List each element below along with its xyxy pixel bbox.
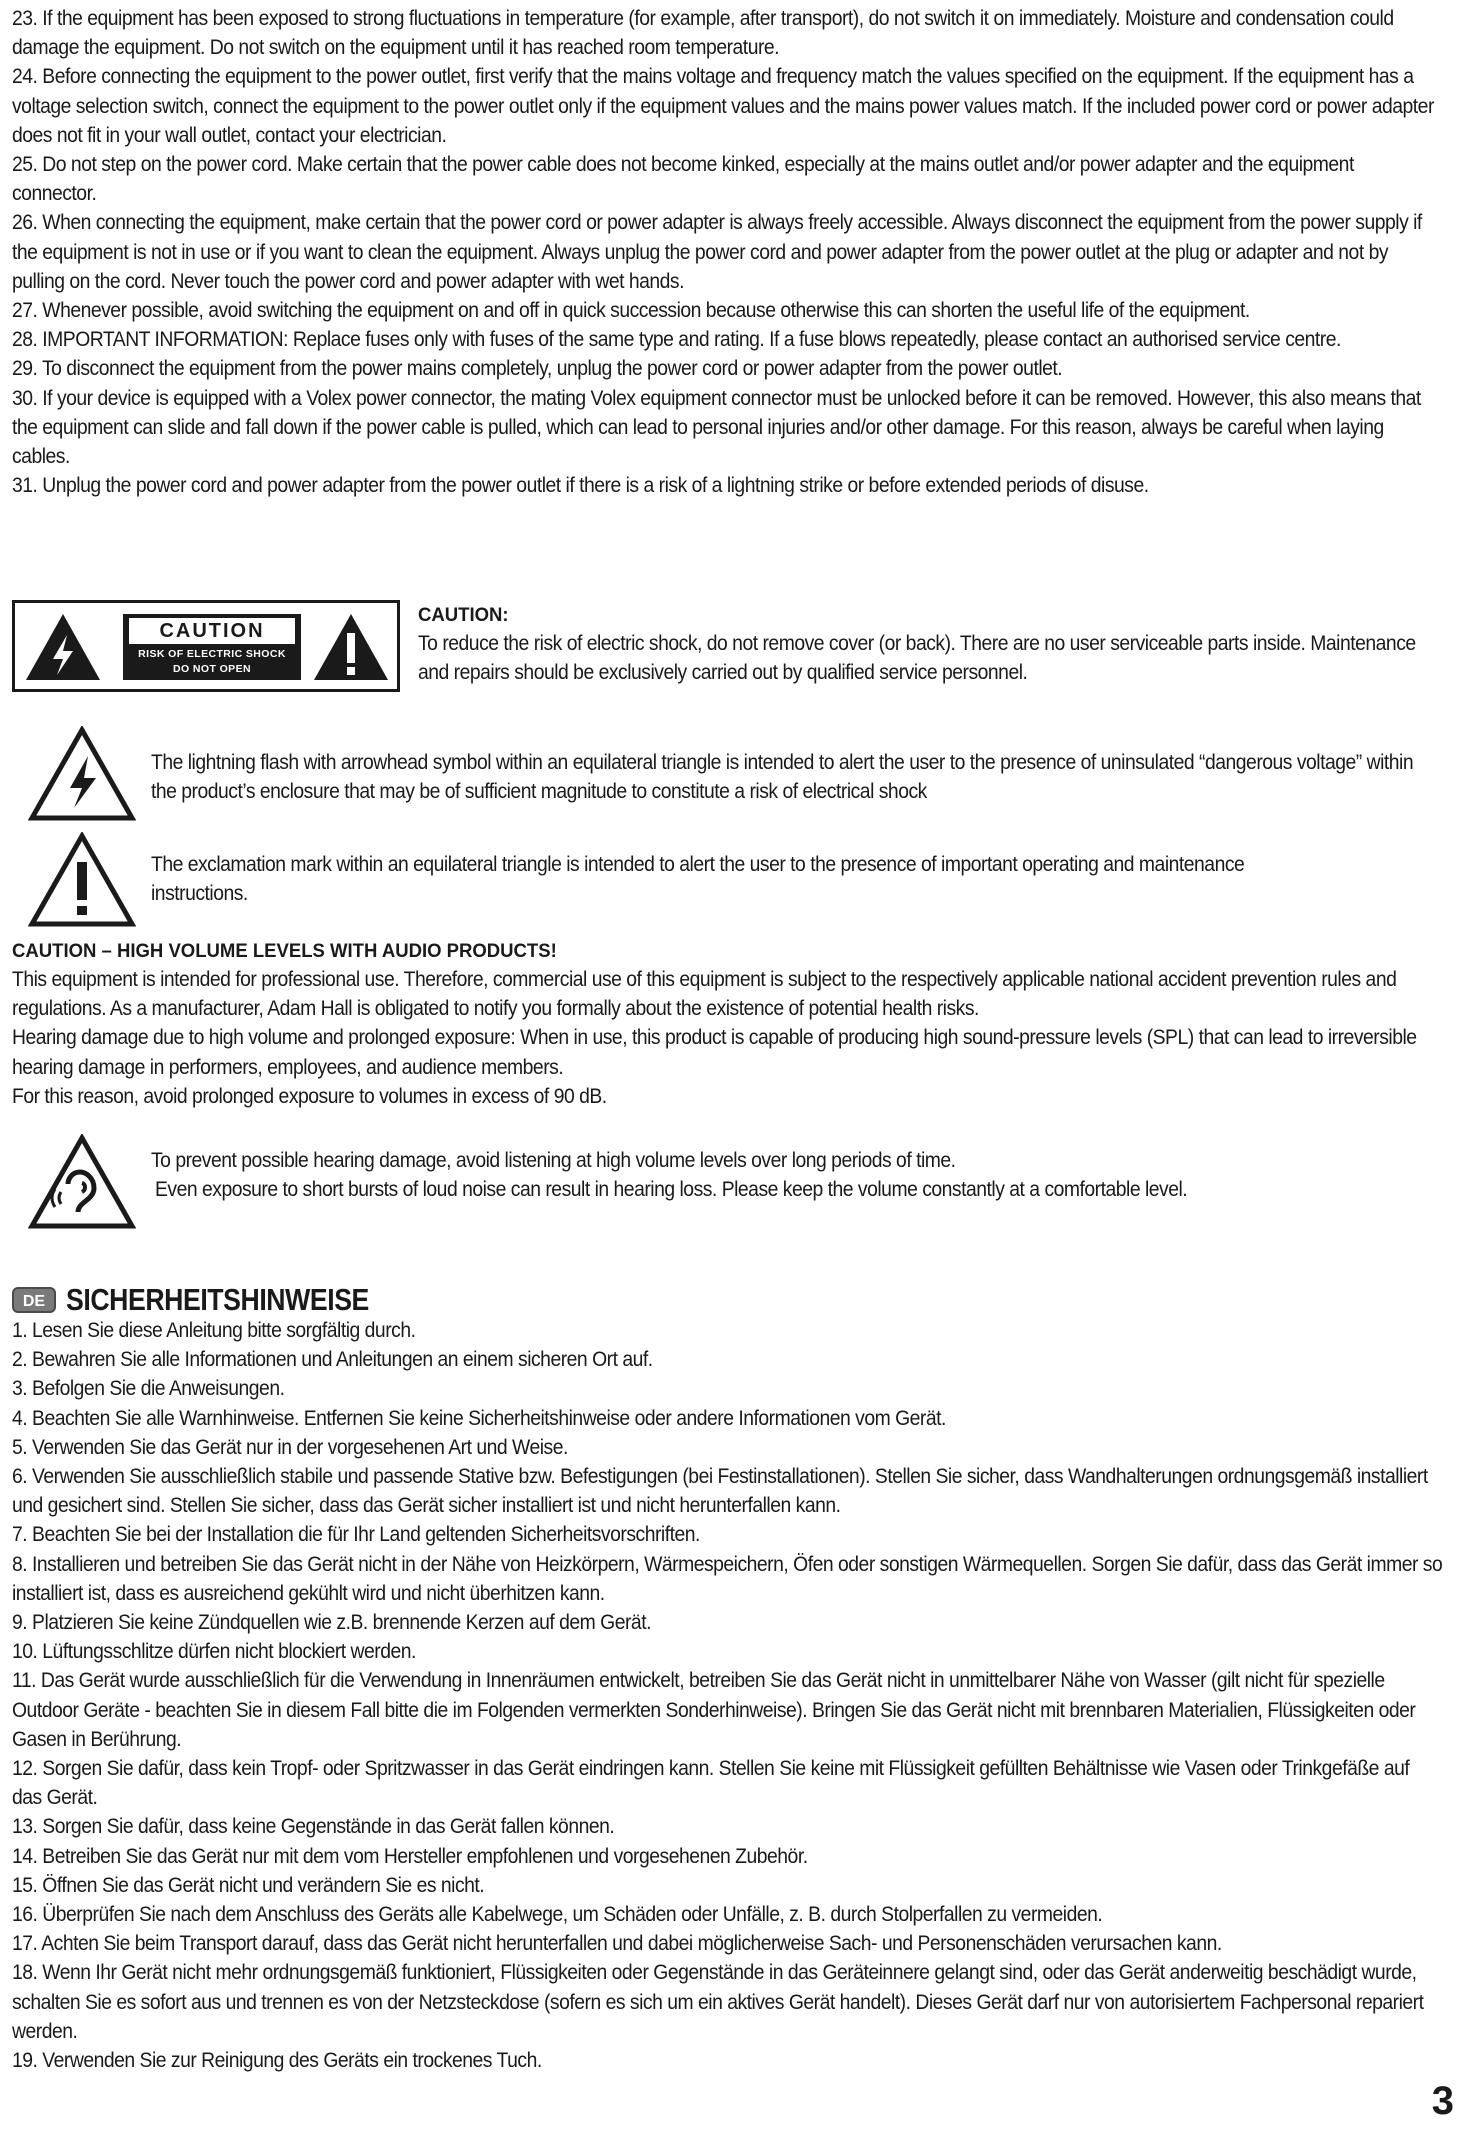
section-title: SICHERHEITSHINWEISE [66,1282,369,1317]
exclamation-text: The exclamation mark within an equilateral triangle is intended to alert the user to the presence of important operating and maintenance instructions. [151,852,1245,906]
list-item: 12. Sorgen Sie dafür, dass kein Tropf- oder Spritzwasser in das Gerät eindringen kann. Stellen Sie keine mit Flüssigkeit gefüllten Behältnisse wie Vasen oder Trinkgefäße auf das Gerät. [12,1756,1410,1810]
hearing-line: To prevent possible hearing damage, avoid listening at high volume levels over long periods of time. [151,1148,956,1172]
list-item: 10. Lüftungsschlitze dürfen nicht blockiert werden. [12,1639,416,1664]
list-item: 17. Achten Sie beim Transport darauf, dass das Gerät nicht herunterfallen und dabei möglicherweise Sach- und Personenschäden verursachen kann. [12,1931,1222,1956]
exclamation-warning-icon [311,611,391,683]
list-item: 18. Wenn Ihr Gerät nicht mehr ordnungsgemäß funktioniert, Flüssigkeiten oder Gegenstände in das Geräteinnere gelangt sind, oder das Gerät anderweitig beschädigt wurde, schalten Sie es sofort aus und trennen es von der Netzsteckdose (sofern es sich um ein aktives Gerät handelt). Dieses Gerät darf nur von autorisiertem Fachpersonal repariert werden. [12,1960,1424,2043]
list-item: 31. Unplug the power cord and power adapter from the power outlet if there is a risk of a lightning strike or before extended periods of disuse. [12,473,1149,498]
list-item: 19. Verwenden Sie zur Reinigung des Geräts ein trockenes Tuch. [12,2048,542,2073]
caution-label-text [123,614,301,680]
list-item: 15. Öffnen Sie das Gerät nicht und verändern Sie es nicht. [12,1872,485,1897]
list-item: 28. IMPORTANT INFORMATION: Replace fuses only with fuses of the same type and rating. If a fuse blows repeatedly, please contact an authorised service centre. [12,327,1341,352]
volume-para: This equipment is intended for professional use. Therefore, commercial use of this equipment is subject to the respectively applicable national accident prevention rules and regulations. As a manufacturer, Adam Hall is obligated to notify you formally about the existence of potential health risks. [12,967,1397,1021]
lightning-warning-icon [23,611,103,683]
list-item: 8. Installieren und betreiben Sie das Gerät nicht in der Nähe von Heizkörpern, Wärmespeichern, Öfen oder sonstigen Wärmequellen. Sorgen Sie dafür, dass das Gerät immer so installiert ist, dass es ausreichend gekühlt wird und nicht überhitzen kann. [12,1551,1443,1605]
list-item: 29. To disconnect the equipment from the power mains completely, unplug the power cord or power adapter from the power outlet. [12,356,1063,381]
de-section-header [12,1282,418,1318]
caution-text: To reduce the risk of electric shock, do not remove cover (or back). There are no user serviceable parts inside. Maintenance and repairs should be exclusively carried out by qualified service personnel. [418,631,1416,685]
caution-label [12,600,400,692]
volume-heading: CAUTION – HIGH VOLUME LEVELS WITH AUDIO PRODUCTS! [12,940,557,962]
lightning-triangle-icon [28,726,136,822]
exclamation-triangle-icon [28,832,136,928]
volume-section [12,938,1472,1111]
list-item: 4. Beachten Sie alle Warnhinweise. Entfernen Sie keine Sicherheitshinweise oder andere Informationen vom Gerät. [12,1405,946,1430]
volume-para: For this reason, avoid prolonged exposure to volumes in excess of 90 dB. [12,1083,607,1108]
caution-section [418,602,1472,687]
page-number: 3 [1431,2079,1454,2123]
lightning-text: The lightning flash with arrowhead symbol within an equilateral triangle is intended to alert the user to the presence of uninsulated “dangerous voltage” within the product’s enclosure that may be of sufficient magnitude to constitute a risk of electrical shock [151,750,1414,804]
list-item: 11. Das Gerät wurde ausschließlich für die Verwendung in Innenräumen entwickelt, betreiben Sie das Gerät nicht in unmittelbarer Nähe von Wasser (gilt nicht für spezielle Outdoor Geräte - beachten Sie in diesem Fall bitte die im Folgenden vermerkten Sonderhinweise). Bringen Sie das Gerät nicht mit brennbaren Materialien, Flüssigkeiten oder Gasen in Berührung. [12,1668,1416,1751]
safety-list-de [12,1316,1472,2075]
volume-para: Hearing damage due to high volume and prolonged exposure: When in use, this product is capable of producing high sound-pressure levels (SPL) that can lead to irreversible hearing damage in performers, employees, and audience members. [12,1025,1417,1079]
list-item: 5. Verwenden Sie das Gerät nur in der vorgesehenen Art und Weise. [12,1434,568,1459]
list-item: 2. Bewahren Sie alle Informationen und Anleitungen an einem sicheren Ort auf. [12,1347,653,1372]
list-item: 1. Lesen Sie diese Anleitung bitte sorgfältig durch. [12,1318,416,1342]
list-item: 30. If your device is equipped with a Volex power connector, the mating Volex equipment connector must be unlocked before it can be removed. However, this also means that the equipment can slide and fall down if the power cable is pulled, which can lead to personal injuries and/or other damage. For this reason, always be careful when laying cables. [12,385,1421,469]
caution-label-line2: DO NOT OPEN [173,663,251,675]
hearing-warning-icon [28,1134,136,1230]
hearing-explanation [151,1146,1472,1204]
caution-label-title: CAUTION [129,618,295,644]
list-item: 25. Do not step on the power cord. Make certain that the power cable does not become kinked, especially at the mains outlet and/or power adapter and the equipment connector. [12,152,1354,206]
lightning-explanation [151,748,1472,806]
list-item: 9. Platzieren Sie keine Zündquellen wie z.B. brennende Kerzen auf dem Gerät. [12,1610,651,1635]
list-item: 23. If the equipment has been exposed to strong fluctuations in temperature (for example, after transport), do not switch it on immediately. Moisture and condensation could damage the equipment. Do not switch on the equipment until it has reached room temperature. [12,6,1394,60]
caution-heading: CAUTION: [418,604,509,626]
list-item: 13. Sorgen Sie dafür, dass keine Gegenstände in das Gerät fallen können. [12,1814,615,1839]
exclamation-explanation [151,850,1371,908]
list-item: 16. Überprüfen Sie nach dem Anschluss des Geräts alle Kabelwege, um Schäden oder Unfälle, z. B. durch Stolperfallen zu vermeiden. [12,1902,1103,1927]
safety-list-en [12,4,1472,500]
list-item: 7. Beachten Sie bei der Installation die für Ihr Land geltenden Sicherheitsvorschriften. [12,1522,700,1547]
list-item: 3. Befolgen Sie die Anweisungen. [12,1376,285,1401]
language-badge: DE [12,1287,56,1313]
caution-label-line1: RISK OF ELECTRIC SHOCK [138,648,286,660]
list-item: 24. Before connecting the equipment to the power outlet, first verify that the mains voltage and frequency match the values specified on the equipment. If the equipment has a voltage selection switch, connect the equipment to the power outlet only if the equipment values and the mains power values match. If the included power cord or power adapter does not fit in your wall outlet, contact your electrician. [12,64,1434,147]
list-item: 6. Verwenden Sie ausschließlich stabile und passende Stative bzw. Befestigungen (bei Festinstallationen). Stellen Sie sicher, dass Wandhalterungen ordnungsgemäß installiert und gesichert sind. Stellen Sie sicher, dass das Gerät sicher installiert ist und nicht herunterfallen kann. [12,1464,1428,1518]
list-item: 27. Whenever possible, avoid switching the equipment on and off in quick succession because otherwise this can shorten the useful life of the equipment. [12,298,1250,323]
hearing-line: Even exposure to short bursts of loud noise can result in hearing loss. Please keep the volume constantly at a comfortable level. [155,1177,1188,1202]
list-item: 26. When connecting the equipment, make certain that the power cord or power adapter is always freely accessible. Always disconnect the equipment from the power supply if the equipment is not in use or if you want to clean the equipment. Always unplug the power cord and power adapter from the power outlet at the plug or adapter and not by pulling on the cord. Never touch the power cord and power adapter with wet hands. [12,210,1422,293]
list-item: 14. Betreiben Sie das Gerät nur mit dem vom Hersteller empfohlenen und vorgesehenen Zubehör. [12,1843,808,1868]
